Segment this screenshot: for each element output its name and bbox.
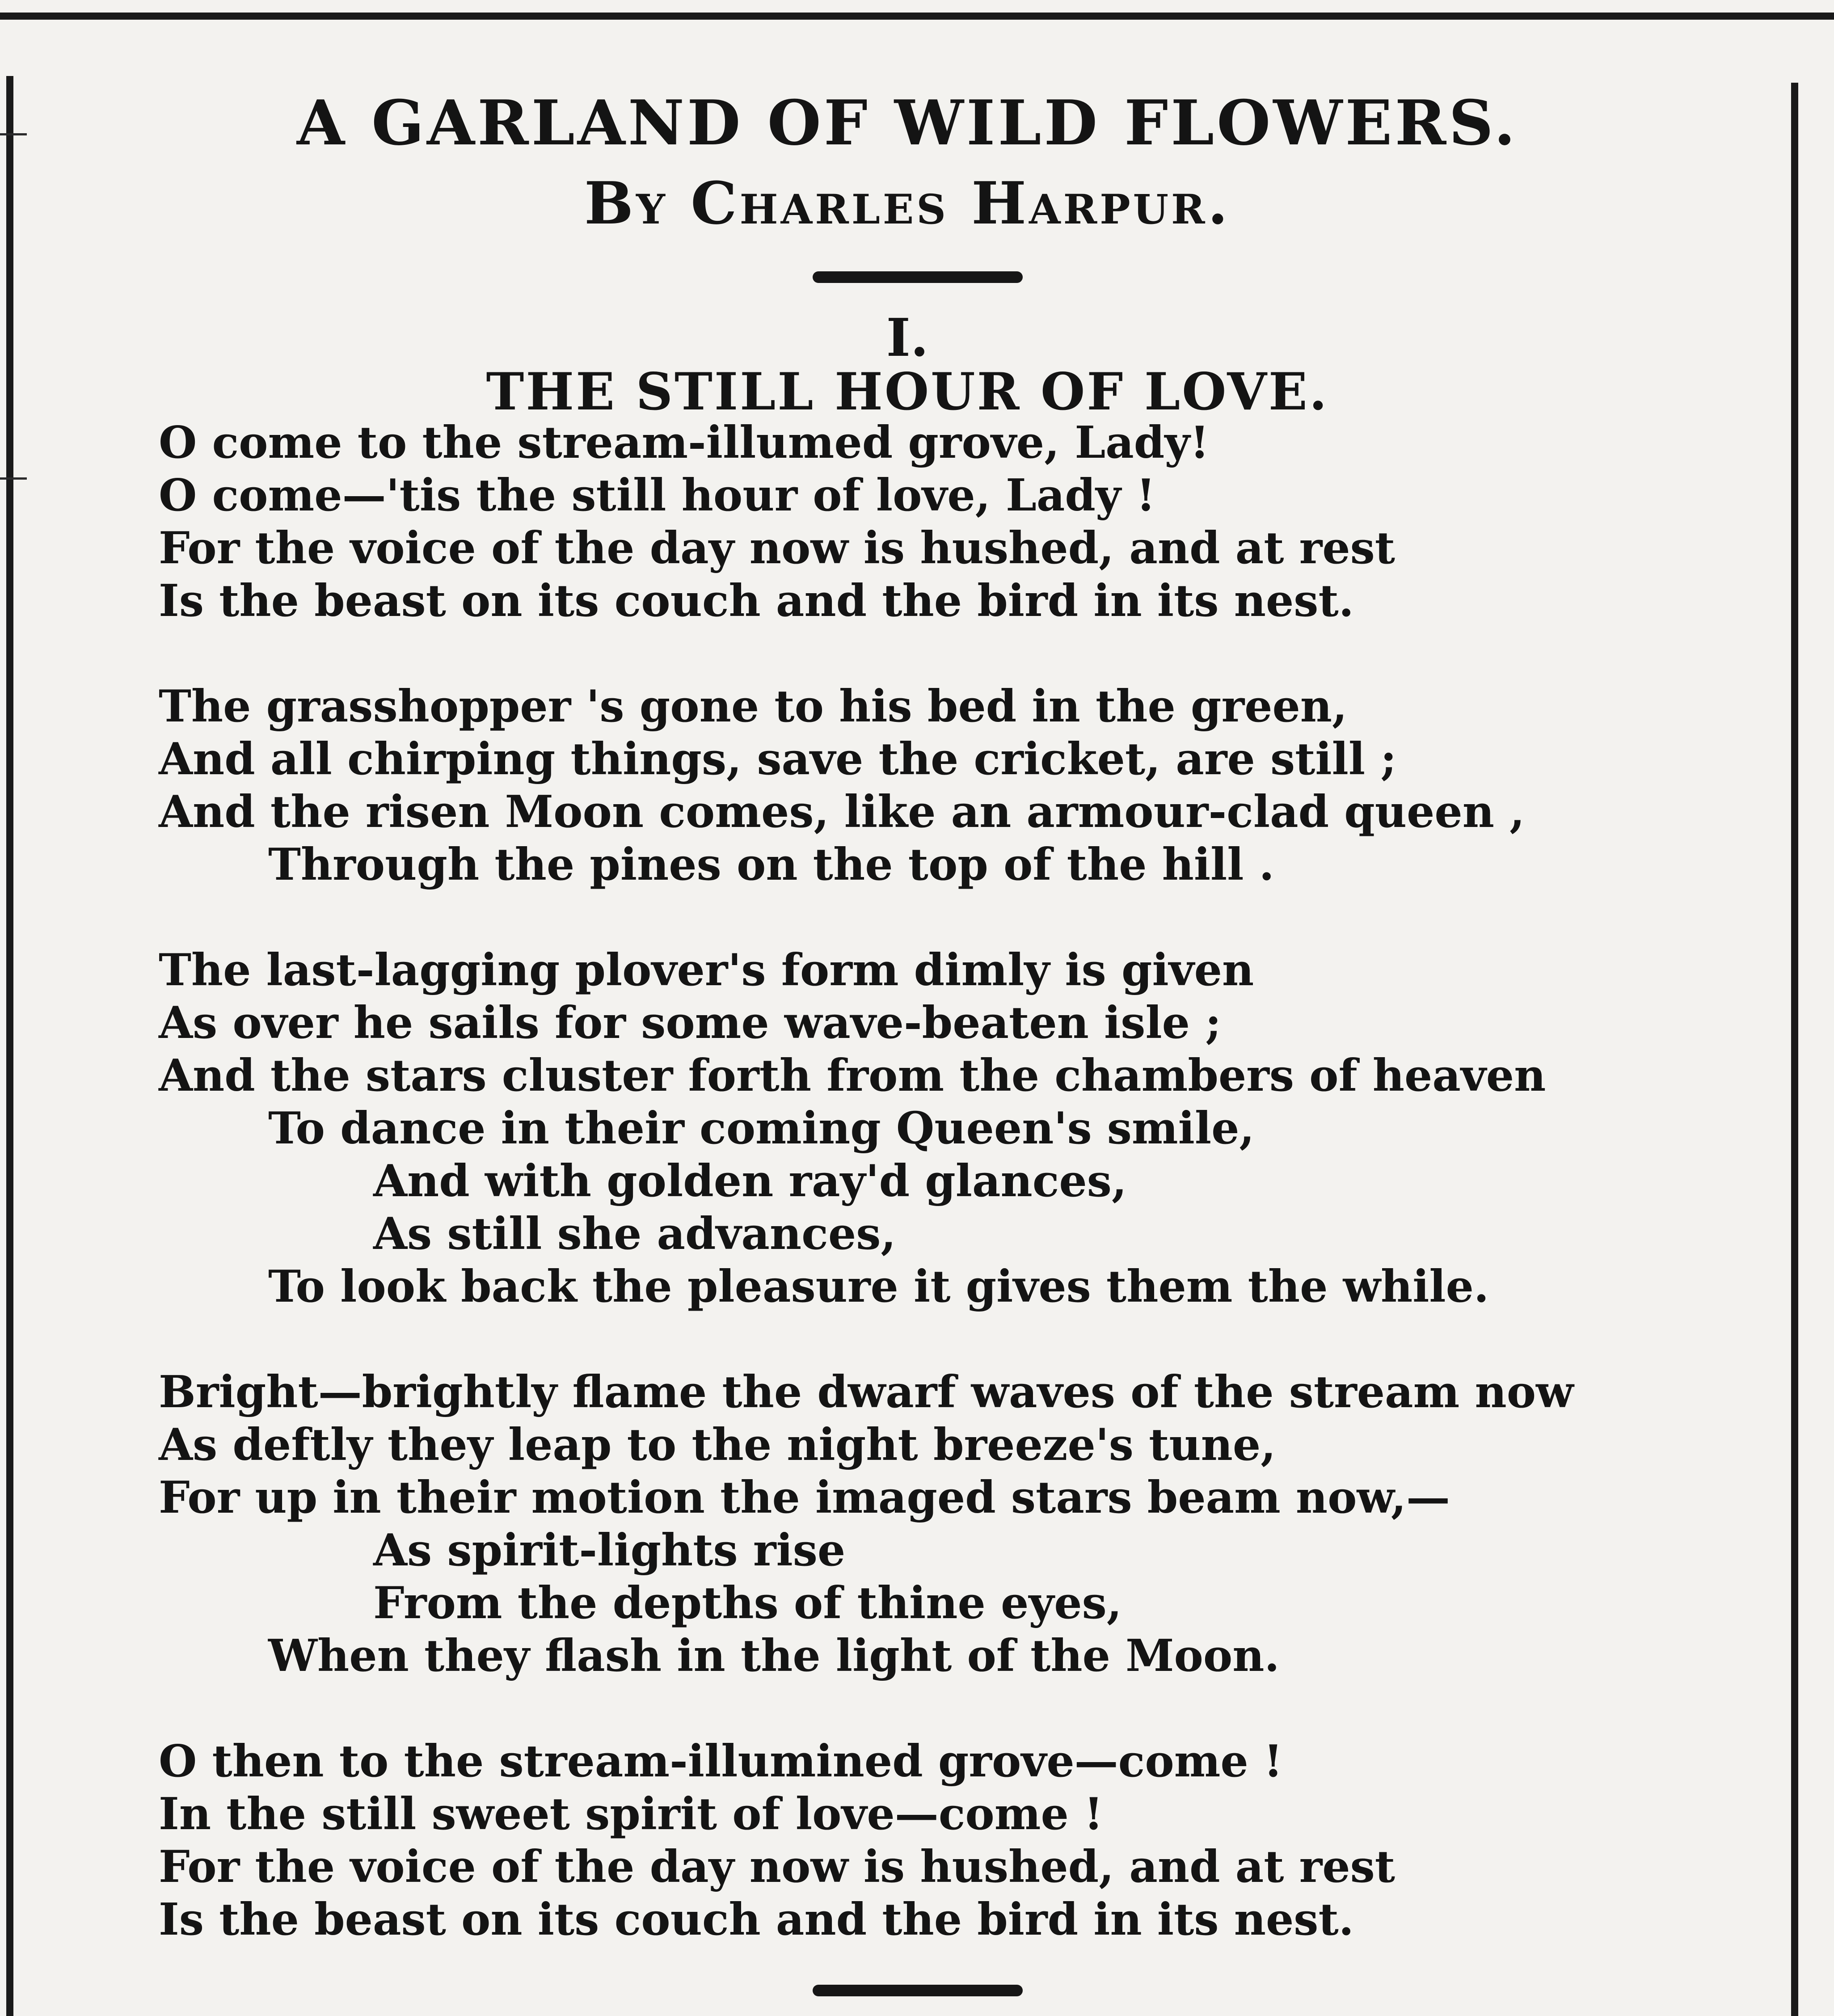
poem-line: Is the beast on its couch and the bird in its nest. [159, 575, 1354, 627]
poem-line: To dance in their coming Queen's smile, [268, 1103, 1255, 1154]
column-edge-tick [0, 133, 27, 135]
poem-line: For up in their motion the imaged stars beam now,— [159, 1472, 1450, 1523]
poem-line: And with golden ray'd glances, [373, 1156, 1127, 1207]
poem-article [36, 0, 1779, 2016]
poem-line: Bright—brightly flame the dwarf waves of the stream now [159, 1366, 1574, 1418]
poem-stanza [159, 944, 1768, 1313]
poem-subtitle: THE STILL HOUR OF LOVE. [486, 362, 1329, 422]
poem-line: As still she advances, [373, 1208, 896, 1260]
poem-line: O come—'tis the still hour of love, Lady ! [159, 470, 1155, 521]
poem-line: For the voice of the day now is hushed, and at rest [159, 1841, 1396, 1893]
poem-line: Through the pines on the top of the hill . [268, 839, 1274, 890]
poem-line: As spirit-lights rise [373, 1525, 846, 1576]
poem-line: The grasshopper 's gone to his bed in the green, [159, 681, 1348, 732]
poem-line: The last-lagging plover's form dimly is given [159, 945, 1254, 996]
poem-line: And the stars cluster forth from the chambers of heaven [159, 1050, 1546, 1101]
article-title: A GARLAND OF WILD FLOWERS. [296, 86, 1518, 159]
poem-stanza [159, 680, 1768, 891]
title-divider-rule [813, 271, 1023, 283]
poem-line: And the risen Moon comes, like an armour-clad queen , [159, 786, 1525, 838]
poem-line: As deftly they leap to the night breeze's tune, [159, 1419, 1276, 1471]
end-divider-rule [813, 1985, 1023, 1996]
poem-line: When they flash in the light of the Moon. [268, 1630, 1280, 1682]
section-numeral: I. [886, 308, 929, 368]
poem-line: For the voice of the day now is hushed, and at rest [159, 523, 1396, 574]
poem-body [159, 417, 1768, 1999]
poem-line: And all chirping things, save the cricket, are still ; [159, 734, 1397, 785]
left-column-border [6, 76, 13, 2016]
poem-line: In the still sweet spirit of love—come ! [159, 1788, 1103, 1840]
poem-line: From the depths of thine eyes, [373, 1577, 1122, 1629]
poem-line: O come to the stream-illumed grove, Lady! [159, 417, 1210, 468]
poem-stanza [159, 417, 1768, 628]
poem-line: As over he sails for some wave-beaten isle ; [159, 997, 1222, 1049]
poem-stanza [159, 1366, 1768, 1683]
poem-stanza [159, 1735, 1768, 1946]
column-edge-tick [0, 477, 27, 480]
author-byline: By Charles Harpur. [584, 169, 1231, 237]
poem-line: Is the beast on its couch and the bird in its nest. [159, 1894, 1354, 1945]
right-column-border [1791, 83, 1798, 2016]
poem-line: To look back the pleasure it gives them the while. [268, 1261, 1489, 1312]
poem-line: O then to the stream-illumined grove—come ! [159, 1736, 1283, 1787]
